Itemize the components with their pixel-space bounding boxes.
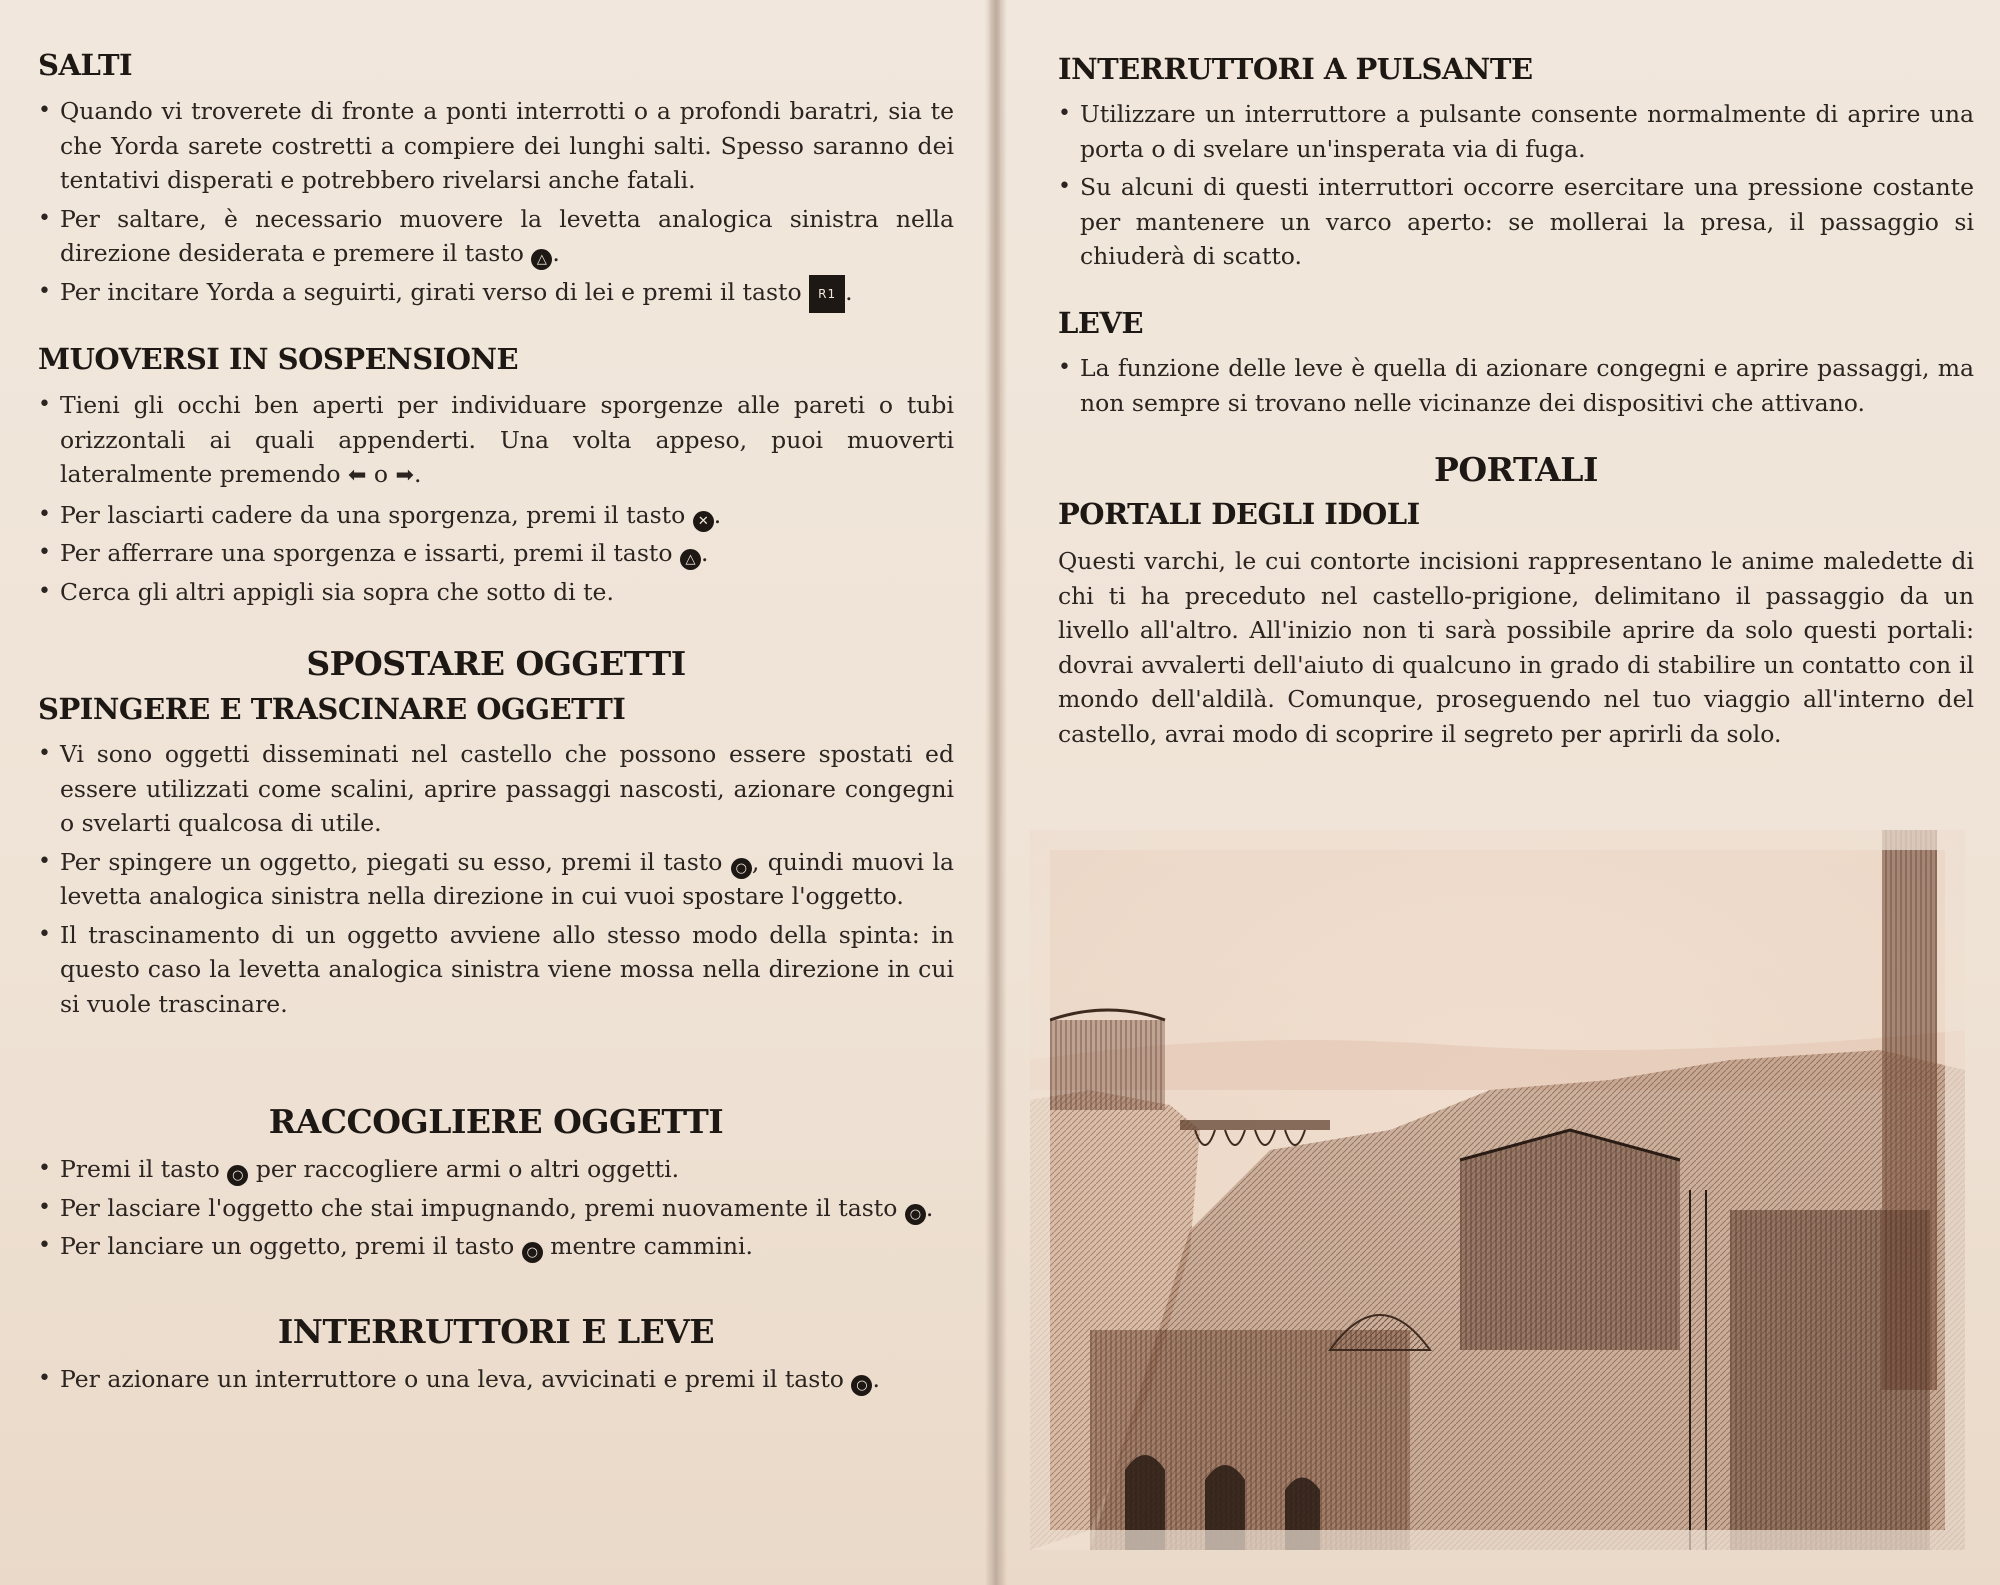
- triangle-button-icon: △: [531, 249, 552, 270]
- list-item: • Per lanciare un oggetto, premi il tasto ○ mentre cammini.: [38, 1229, 954, 1264]
- list-item: • Premi il tasto ○ per raccogliere armi o altri oggetti.: [38, 1152, 954, 1187]
- list-pulsante: [1058, 97, 1974, 278]
- list-item: • Cerca gli altri appigli sia sopra che sotto di te.: [38, 577, 614, 606]
- heading-pulsante: INTERRUTTORI A PULSANTE: [1058, 52, 1533, 86]
- section-title-raccogliere: RACCOGLIERE OGGETTI: [268, 1102, 724, 1141]
- heading-spingere: SPINGERE E TRASCINARE OGGETTI: [38, 692, 626, 726]
- circle-button-icon: ○: [731, 858, 752, 879]
- castle-illustration: [1030, 830, 1965, 1550]
- cross-button-icon: ✕: [693, 511, 714, 532]
- list-item: • Vi sono oggetti disseminati nel castello che possono essere spostati ed essere utilizzati come scalini, aprire passaggi nascosti, azionare congegni o svelarti qualcosa di utile.: [38, 740, 954, 837]
- list-item: • La funzione delle leve è quella di azionare congegni e aprire passaggi, ma non sempre si trovano nelle vicinanze dei dispositivi che attivano.: [1058, 354, 1974, 417]
- list-item: • Per saltare, è necessario muovere la levetta analogica sinistra nella direzione desiderata e premere il tasto △ .: [38, 202, 954, 271]
- r1-button-icon: R1: [809, 275, 845, 314]
- circle-button-icon: ○: [522, 1242, 543, 1263]
- list-item: • Per lasciare l'oggetto che stai impugnando, premi nuovamente il tasto ○ .: [38, 1191, 954, 1226]
- list-item: • Utilizzare un interruttore a pulsante consente normalmente di aprire una porta o di svelare un'insperata via di fuga.: [1058, 100, 1974, 163]
- list-sospensione: [38, 388, 954, 613]
- list-item: • Per incitare Yorda a seguirti, girati verso di lei e premi il tasto R1 .: [38, 275, 954, 314]
- list-item: • Su alcuni di questi interruttori occorre esercitare una pressione costante per mantenere un varco aperto: se mollerai la presa, il passaggio si chiuderà di scatto.: [1058, 173, 1974, 270]
- list-item: • Per lasciarti cadere da una sporgenza, premi il tasto ✕ .: [38, 498, 954, 533]
- right-arrow-icon: ➡: [395, 463, 414, 488]
- book-spine: [985, 0, 1007, 1585]
- section-title-spostare: SPOSTARE OGGETTI: [306, 644, 686, 683]
- list-raccogliere: [38, 1152, 954, 1268]
- circle-button-icon: ○: [851, 1375, 872, 1396]
- list-item: • Per afferrare una sporgenza e issarti, premi il tasto △ .: [38, 536, 954, 571]
- heading-portali-idoli: PORTALI DEGLI IDOLI: [1058, 497, 1420, 531]
- heading-salti: SALTI: [38, 48, 133, 82]
- heading-sospensione: MUOVERSI IN SOSPENSIONE: [38, 342, 519, 376]
- list-salti: [38, 94, 954, 317]
- triangle-button-icon: △: [680, 549, 701, 570]
- heading-leve: LEVE: [1058, 306, 1144, 340]
- section-title-interruttori: INTERRUTTORI E LEVE: [277, 1312, 715, 1351]
- list-item: • Il trascinamento di un oggetto avviene allo stesso modo della spinta: in questo caso la levetta analogica sinistra viene mossa nella direzione in cui si vuole trascinare.: [38, 920, 954, 1018]
- list-item: • Per spingere un oggetto, piegati su esso, premi il tasto ○ , quindi muovi la levetta analogica sinistra nella direzione in cui vuoi spostare l'oggetto.: [38, 847, 954, 910]
- list-leve: [1058, 351, 1974, 424]
- list-item: • Quando vi troverete di fronte a ponti interrotti o a profondi baratri, sia te che Yorda sarete costretti a compiere dei lunghi salti. Spesso saranno dei tentativi disperati e potrebbero rivelarsi anche fatali.: [38, 97, 954, 194]
- list-spostare: [38, 737, 954, 1025]
- circle-button-icon: ○: [227, 1165, 248, 1186]
- section-title-portali: PORTALI: [1434, 450, 1598, 489]
- portali-body: Questi varchi, le cui contorte incisioni rappresentano le anime maledette di chi ti ha preceduto nel castello-prigione, delimitano il passaggio da un livello all'altro. All'inizio non ti sarà possibile aprire da solo questi portali: dovrai avvalerti dell'aiuto di qualcuno in grado di stabilire un contatto con il mondo dell'aldilà. Comunque, proseguendo nel tuo viaggio all'interno del castello, avrai modo di scoprire il segreto per aprirli da solo.: [1058, 547, 1974, 748]
- list-item: • Tieni gli occhi ben aperti per individuare sporgenze alle pareti o tubi orizzontali ai quali appenderti. Una volta appeso, puoi muoverti lateralmente premendo ⬅ o ➡.: [38, 391, 954, 488]
- left-arrow-icon: ⬅: [347, 463, 367, 488]
- list-interruttori: [38, 1362, 954, 1401]
- list-item: • Per azionare un interruttore o una leva, avvicinati e premi il tasto ○ .: [38, 1362, 954, 1397]
- circle-button-icon: ○: [905, 1204, 926, 1225]
